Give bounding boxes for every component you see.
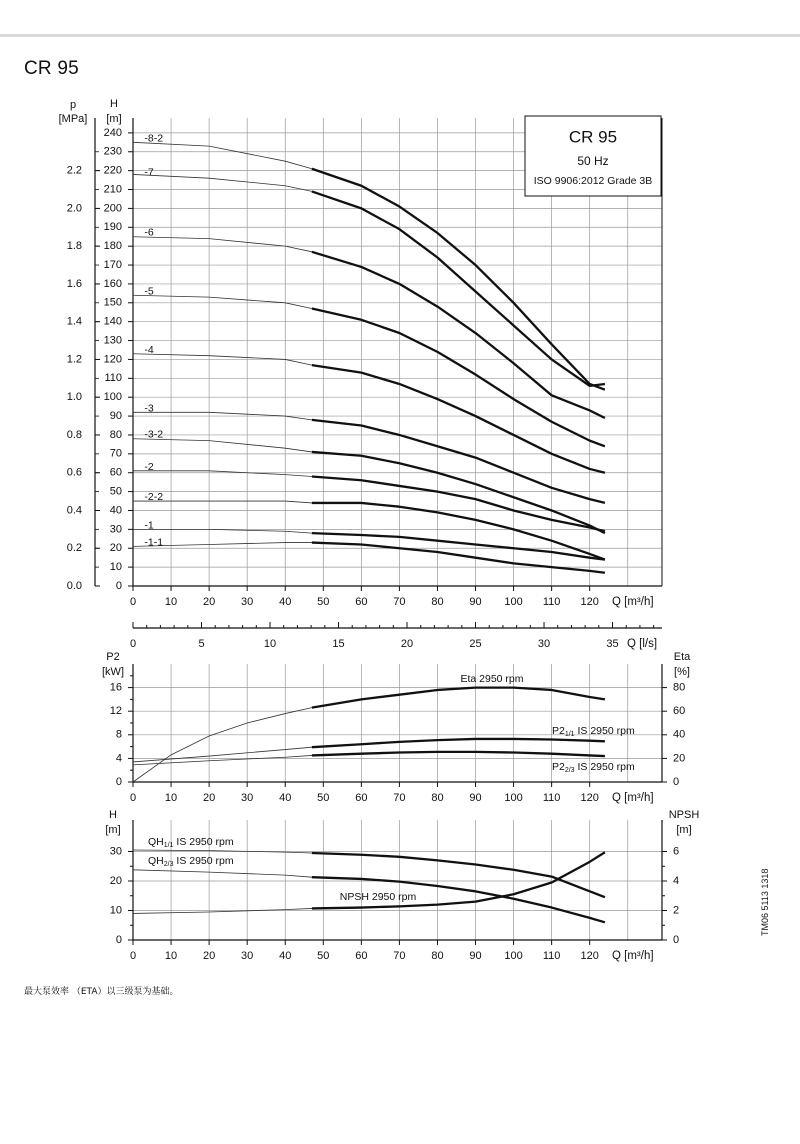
p2-two-thirds-curve-bold	[312, 752, 605, 756]
h-axis-label: H	[110, 97, 118, 110]
h-axis-tick-label: 70	[109, 447, 122, 460]
power-left-tick-label: 0	[115, 775, 122, 788]
p-axis-tick-label: 0.4	[66, 504, 82, 517]
power-right-axis-unit: [%]	[674, 665, 690, 678]
h-axis-tick-label: 30	[109, 523, 122, 536]
npsh-chart-x-tick-label: 10	[164, 949, 178, 962]
legend-frequency: 50 Hz	[577, 154, 609, 169]
p-axis-tick-label: 1.6	[66, 277, 82, 290]
p-axis-tick-label: 0.2	[66, 542, 82, 555]
legend-model: CR 95	[568, 127, 618, 147]
h-axis-tick-label: 60	[109, 466, 122, 479]
npsh-right-axis-unit: [m]	[676, 823, 692, 836]
h-axis-tick-label: 150	[103, 296, 122, 309]
p-axis-tick-label: 0.0	[66, 579, 82, 592]
power-chart-x-tick-label: 0	[129, 791, 137, 804]
head-chart-x-tick-label: 90	[469, 595, 482, 608]
h-axis-tick-label: 100	[103, 391, 122, 404]
h-axis-tick-label: 130	[103, 334, 122, 347]
legend-standard: ISO 9906:2012 Grade 3B	[533, 174, 653, 187]
head-curve-8_2-bold	[312, 169, 605, 390]
npsh-chart-x-tick-label: 60	[355, 949, 368, 962]
p-axis-label: p	[69, 98, 77, 111]
power-right-tick-label: 0	[673, 775, 680, 788]
flow-ls-tick-label: 35	[606, 637, 619, 650]
npsh-left-axis-unit: [m]	[105, 823, 121, 836]
h-axis-tick-label: 140	[103, 315, 122, 328]
npsh-chart-x-tick-label: 40	[279, 949, 292, 962]
footnote: 最大泵效率 （ETA）以三级泵为基础。	[24, 987, 179, 997]
flow-ls-tick-label: 15	[332, 637, 345, 650]
power-right-axis-label: Eta	[673, 650, 691, 663]
head-curve-label: -1	[144, 519, 154, 532]
head-chart-x-tick-label: 80	[431, 595, 444, 608]
power-left-tick-label: 16	[109, 681, 122, 694]
h-axis-tick-label: 230	[103, 145, 122, 158]
npsh-chart-x-tick-label: 70	[393, 949, 406, 962]
head-curve-label: -4	[144, 343, 154, 356]
head-chart-x-tick-label: 10	[164, 595, 178, 608]
npsh-chart-x-tick-label: 50	[317, 949, 330, 962]
head-curve-label: -7	[144, 166, 154, 179]
head-chart-x-tick-label: 40	[279, 595, 292, 608]
npsh-left-tick-label: 20	[109, 874, 122, 887]
head-chart-x-axis-label: Q [m³/h]	[612, 596, 654, 609]
head-curve-label: -2-2	[144, 491, 164, 504]
head-chart-x-tick-label: 20	[202, 595, 216, 608]
h-axis-tick-label: 240	[103, 126, 122, 139]
power-left-tick-label: 12	[109, 705, 122, 718]
npsh-chart-x-tick-label: 80	[431, 949, 444, 962]
npsh-chart-x-tick-label: 20	[202, 949, 216, 962]
npsh-chart-x-tick-label: 100	[504, 949, 523, 962]
p2-full-curve-label: $P2_{1/1}$ IS 2950 rpm	[552, 724, 635, 738]
p-axis-tick-label: 2.2	[66, 164, 82, 177]
qh-two-thirds-curve-label: $QH_{2/3}$ IS 2950 rpm	[148, 854, 234, 868]
head-curve-label: -5	[144, 285, 154, 298]
h-axis-tick-label: 120	[103, 353, 122, 366]
h-axis-tick-label: 210	[103, 183, 122, 196]
flow-ls-tick-label: 0	[129, 637, 137, 650]
npsh-right-tick-label: 4	[673, 874, 680, 887]
head-curve-4-bold	[312, 365, 605, 473]
power-chart-x-tick-label: 100	[504, 791, 523, 804]
npsh-left-axis-label: H	[109, 808, 117, 821]
flow-ls-tick-label: 5	[198, 637, 205, 650]
power-chart-x-tick-label: 120	[580, 791, 599, 804]
p-axis-tick-label: 2.0	[66, 202, 82, 215]
h-axis-tick-label: 170	[103, 258, 122, 271]
h-axis-tick-label: 220	[103, 164, 122, 177]
flow-ls-tick-label: 20	[400, 637, 414, 650]
h-axis-tick-label: 0	[115, 579, 122, 592]
npsh-right-tick-label: 2	[673, 904, 680, 917]
npsh-chart-x-tick-label: 120	[580, 949, 599, 962]
power-chart-x-tick-label: 70	[393, 791, 406, 804]
power-left-axis-label: P2	[106, 650, 120, 663]
flow-ls-tick-label: 10	[263, 637, 277, 650]
flow-ls-tick-label: 25	[469, 637, 482, 650]
head-curve-3-bold	[312, 420, 605, 503]
power-chart-x-tick-label: 40	[279, 791, 292, 804]
power-chart-x-tick-label: 50	[317, 791, 330, 804]
h-axis-tick-label: 50	[109, 485, 122, 498]
power-chart-x-tick-label: 80	[431, 791, 444, 804]
npsh-right-tick-label: 6	[673, 845, 680, 858]
head-chart-x-tick-label: 120	[580, 595, 599, 608]
p-axis-unit: [MPa]	[58, 112, 88, 125]
power-left-tick-label: 8	[115, 728, 122, 741]
h-axis-tick-label: 180	[103, 240, 122, 253]
power-right-tick-label: 20	[673, 752, 686, 765]
eta-curve-label: Eta 2950 rpm	[460, 672, 524, 685]
head-curve-label: -8-2	[144, 132, 164, 145]
npsh-chart-x-axis-label: Q [m³/h]	[612, 950, 654, 963]
p2-full-curve-bold	[312, 739, 605, 747]
h-axis-tick-label: 40	[109, 504, 122, 517]
npsh-chart-x-tick-label: 0	[129, 949, 137, 962]
p-axis-tick-label: 1.0	[66, 391, 82, 404]
h-axis-tick-label: 20	[109, 542, 122, 555]
doc-code: TM06 5113 1318	[760, 868, 770, 936]
npsh-left-tick-label: 10	[109, 904, 122, 917]
head-chart-x-tick-label: 100	[504, 595, 523, 608]
p-axis-tick-label: 1.2	[66, 353, 82, 366]
npsh-chart-x-tick-label: 90	[469, 949, 482, 962]
qh-full-curve-label: $QH_{1/1}$ IS 2950 rpm	[148, 835, 234, 849]
head-curve-label: -2	[144, 460, 154, 473]
head-chart-x-tick-label: 50	[317, 595, 330, 608]
power-right-tick-label: 40	[673, 728, 686, 741]
h-axis-tick-label: 90	[109, 409, 122, 422]
p-axis-tick-label: 0.8	[66, 428, 82, 441]
power-chart-x-tick-label: 60	[355, 791, 368, 804]
h-axis-tick-label: 10	[109, 561, 122, 574]
npsh-left-tick-label: 0	[115, 933, 122, 946]
power-chart-x-tick-label: 110	[542, 791, 561, 804]
power-chart-x-tick-label: 30	[241, 791, 254, 804]
h-axis-tick-label: 110	[104, 372, 122, 385]
head-chart-x-tick-label: 30	[241, 595, 254, 608]
head-curve-label: -6	[144, 226, 154, 239]
head-chart-x-tick-label: 60	[355, 595, 368, 608]
head-curve-label: -3-2	[144, 428, 164, 441]
eta-curve-bold	[312, 688, 605, 708]
p-axis-tick-label: 1.4	[66, 315, 82, 328]
page-title: CR 95	[24, 58, 79, 79]
npsh-right-axis-label: NPSH	[668, 808, 700, 821]
head-chart-x-tick-label: 70	[393, 595, 406, 608]
h-axis-tick-label: 200	[103, 202, 122, 215]
power-left-axis-unit: [kW]	[102, 665, 124, 678]
p-axis-tick-label: 1.8	[66, 240, 82, 253]
power-chart-x-tick-label: 90	[469, 791, 482, 804]
npsh-left-tick-label: 30	[109, 845, 122, 858]
p-axis-tick-label: 0.6	[66, 466, 82, 479]
head-curve-label: -1-1	[144, 536, 164, 549]
h-axis-tick-label: 80	[109, 428, 122, 441]
flow-ls-axis-label: Q [l/s]	[627, 638, 658, 651]
power-right-tick-label: 80	[673, 681, 686, 694]
p2-two-thirds-curve-label: $P2_{2/3}$ IS 2950 rpm	[552, 760, 635, 774]
h-axis-tick-label: 160	[103, 277, 122, 290]
head-curve-1_1-bold	[312, 543, 605, 573]
head-curve-7-bold	[312, 191, 605, 385]
head-curve-label: -3	[144, 402, 154, 415]
h-axis-tick-label: 190	[103, 221, 122, 234]
head-chart-x-tick-label: 110	[542, 595, 561, 608]
npsh-right-tick-label: 0	[673, 933, 680, 946]
head-chart-x-tick-label: 0	[129, 595, 137, 608]
power-chart-x-tick-label: 10	[164, 791, 178, 804]
h-axis-unit: [m]	[106, 112, 122, 125]
head-curve-2_2-bold	[312, 503, 605, 560]
power-left-tick-label: 4	[115, 752, 122, 765]
npsh-chart-x-tick-label: 30	[241, 949, 254, 962]
power-chart-x-axis-label: Q [m³/h]	[612, 792, 654, 805]
flow-ls-tick-label: 30	[537, 637, 551, 650]
power-right-tick-label: 60	[673, 705, 686, 718]
npsh-chart-x-tick-label: 110	[542, 949, 561, 962]
npsh-curve-label: NPSH 2950 rpm	[339, 890, 417, 903]
power-chart-x-tick-label: 20	[202, 791, 216, 804]
